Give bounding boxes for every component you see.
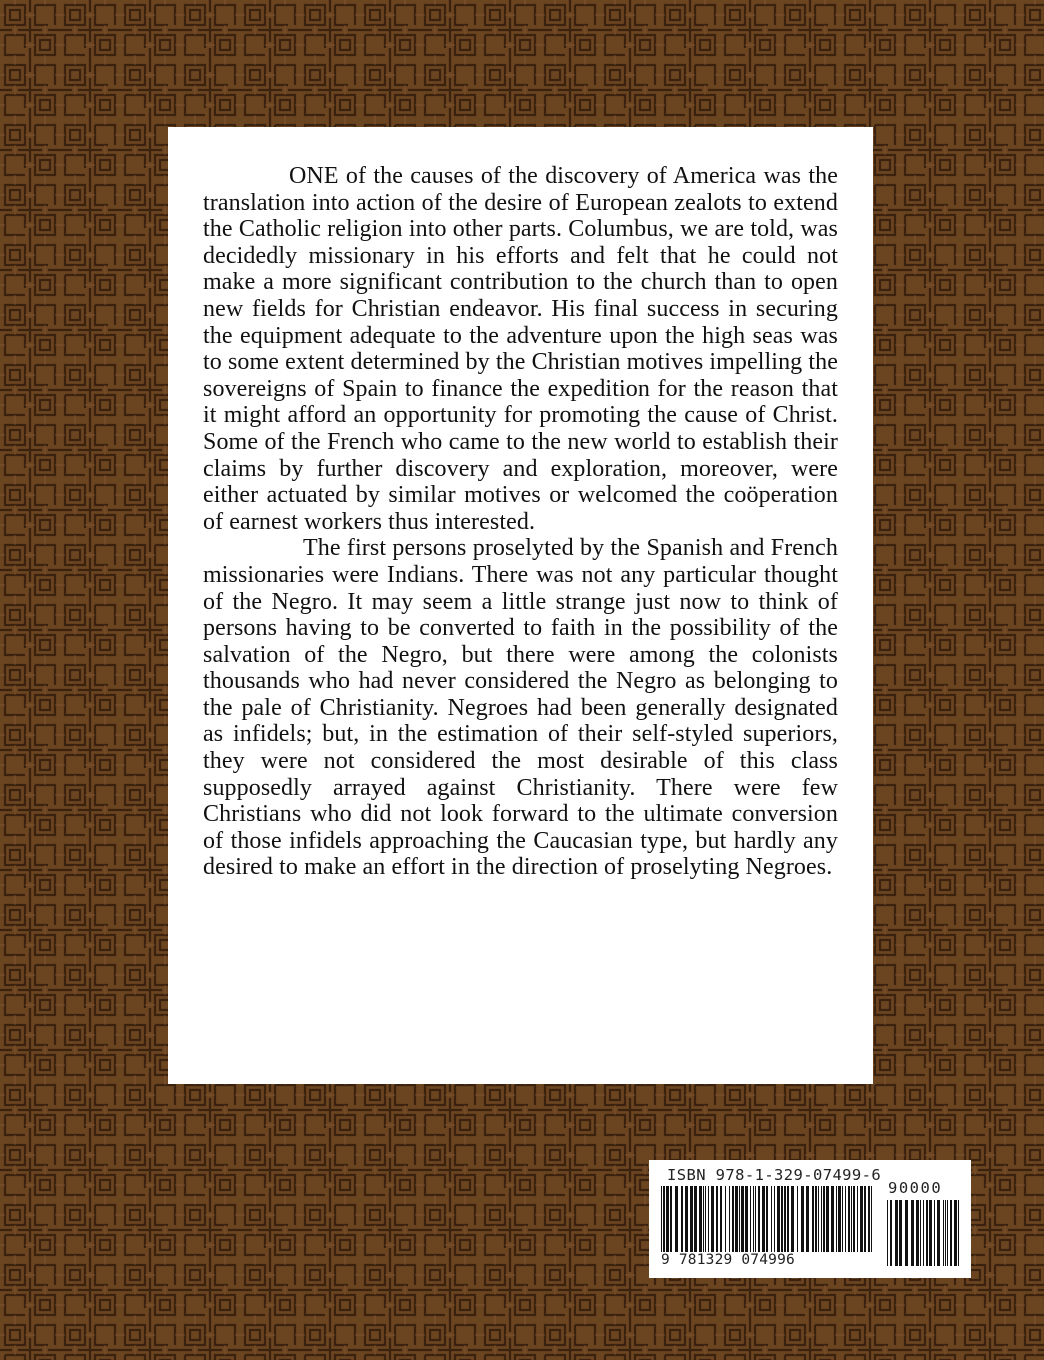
paragraph-2: The first persons proselyted by the Spanish and French missionaries were Indians. There was not any particular thought of the Negro. It may seem a little strange just now to think of persons having to be converted to faith in the possibility of the salvation of the Negro, but there were among the colonists thousands who had never considered the Negro as belonging to the pale of Christianity. Negroes had been generally designated as infidels; but, in the estimation of their self-styled superiors, they were not considered the most desirable of this class supposedly arrayed against Christianity. There were few Christians who did not look forward to the ultimate conversion of those infidels approaching the Caucasian type, but hardly any desired to make an effort in the direction of proselyting Negroes.: [203, 535, 838, 881]
isbn-barcode-box: [649, 1160, 971, 1278]
barcode-bar: [699, 1186, 702, 1252]
barcode-bar: [787, 1186, 789, 1252]
barcode-bar: [929, 1200, 932, 1266]
text-panel: [168, 127, 873, 1084]
barcode-bar: [806, 1186, 809, 1252]
barcode-bar: [890, 1200, 892, 1266]
barcode-bar: [663, 1186, 665, 1252]
barcode-bar: [920, 1200, 921, 1266]
barcode-bar: [926, 1200, 928, 1266]
barcode-bar: [887, 1200, 888, 1266]
barcode-bar: [871, 1186, 872, 1252]
barcode-bar: [845, 1186, 846, 1252]
barcode-bar: [851, 1186, 852, 1252]
addon-barcode-bars: [887, 1200, 959, 1266]
addon-digits: 90000: [888, 1179, 943, 1197]
barcode-bar: [753, 1186, 754, 1252]
barcode-bar: [801, 1186, 804, 1252]
barcode-bar: [821, 1186, 822, 1252]
barcode-bar: [685, 1186, 688, 1252]
barcode-bar: [895, 1200, 898, 1266]
barcode-bar: [868, 1186, 870, 1252]
isbn-label: ISBN 978-1-329-07499-6: [667, 1166, 882, 1184]
barcode-bar: [905, 1200, 908, 1266]
barcode-bar: [720, 1186, 722, 1252]
barcode-bar: [950, 1200, 952, 1266]
barcode-bar: [860, 1186, 863, 1252]
barcode-bar: [703, 1186, 704, 1252]
barcode-bar: [923, 1200, 924, 1266]
barcode-bar: [725, 1186, 726, 1252]
barcode-bar: [750, 1186, 751, 1252]
barcode-bar: [741, 1186, 744, 1252]
paragraph-1: ONE of the causes of the discovery of America was the translation into action of the desire of European zealots to extend the Catholic religion into other parts. Columbus, we are told, was decidedly missionary in his efforts and felt that he could not make a more significant contribution to the church than to open new fields for Christian endeavor. His final success in securing the equipment adequate to the adventure upon the high seas was to some extent determined by the Christian motives impelling the sovereigns of Spain to finance the expedition for the reason that it might afford an opportunity for promoting the cause of Christ. Some of the French who came to the new world to establish their claims by further discovery and exploration, moreover, were either actuated by similar motives or welcomed the coöperation of earnest workers thus interested.: [203, 163, 838, 535]
ean-digits: 9 781329 074996: [661, 1252, 795, 1268]
barcode-bar: [842, 1186, 843, 1252]
barcode-bar: [755, 1186, 756, 1252]
barcode-bar: [766, 1186, 768, 1252]
barcode-bar: [729, 1186, 730, 1252]
barcode-bar: [848, 1186, 850, 1252]
barcode-bar: [661, 1186, 662, 1252]
barcode-bar: [958, 1200, 959, 1266]
barcode-bar: [916, 1200, 919, 1266]
barcode-bar: [943, 1200, 944, 1266]
barcode-bar: [934, 1200, 935, 1266]
barcode-bar: [864, 1186, 866, 1252]
barcode-bar: [771, 1186, 772, 1252]
barcode-bar: [716, 1186, 718, 1252]
barcode-bar: [732, 1186, 734, 1252]
barcode-bar: [705, 1186, 706, 1252]
barcode-bar: [853, 1186, 855, 1252]
barcode-bar: [777, 1186, 780, 1252]
barcode-bar: [815, 1186, 817, 1252]
barcode-bar: [911, 1200, 914, 1266]
barcode-bar: [797, 1186, 798, 1252]
barcode-bar: [791, 1186, 794, 1252]
barcode-bar: [857, 1186, 858, 1252]
barcode-bar: [831, 1186, 834, 1252]
barcode-bar: [818, 1186, 819, 1252]
barcode-bar: [954, 1200, 957, 1266]
barcode-bar: [708, 1186, 709, 1252]
barcode-bar: [937, 1200, 940, 1266]
barcode-bar: [823, 1186, 825, 1252]
barcode-bar: [735, 1186, 738, 1252]
barcode-bar: [681, 1186, 683, 1252]
barcode-bar: [838, 1186, 841, 1252]
barcode-bar: [758, 1186, 760, 1252]
barcode-bar: [784, 1186, 786, 1252]
barcode-bar: [694, 1186, 697, 1252]
barcode-bar: [670, 1186, 672, 1252]
barcode-bar: [739, 1186, 740, 1252]
barcode-bar: [690, 1186, 693, 1252]
barcode-bar: [675, 1186, 678, 1252]
barcode-bar: [826, 1186, 829, 1252]
barcode-bar: [711, 1186, 714, 1252]
barcode-bar: [812, 1186, 814, 1252]
barcode-bar: [945, 1200, 946, 1266]
barcode-bar: [774, 1186, 775, 1252]
barcode-bar: [899, 1200, 902, 1266]
barcode-bar: [781, 1186, 783, 1252]
barcode-bar: [762, 1186, 765, 1252]
barcode-bar: [745, 1186, 748, 1252]
barcode-bar: [666, 1186, 669, 1252]
barcode-bar: [836, 1186, 837, 1252]
barcode-bar: [947, 1200, 948, 1266]
